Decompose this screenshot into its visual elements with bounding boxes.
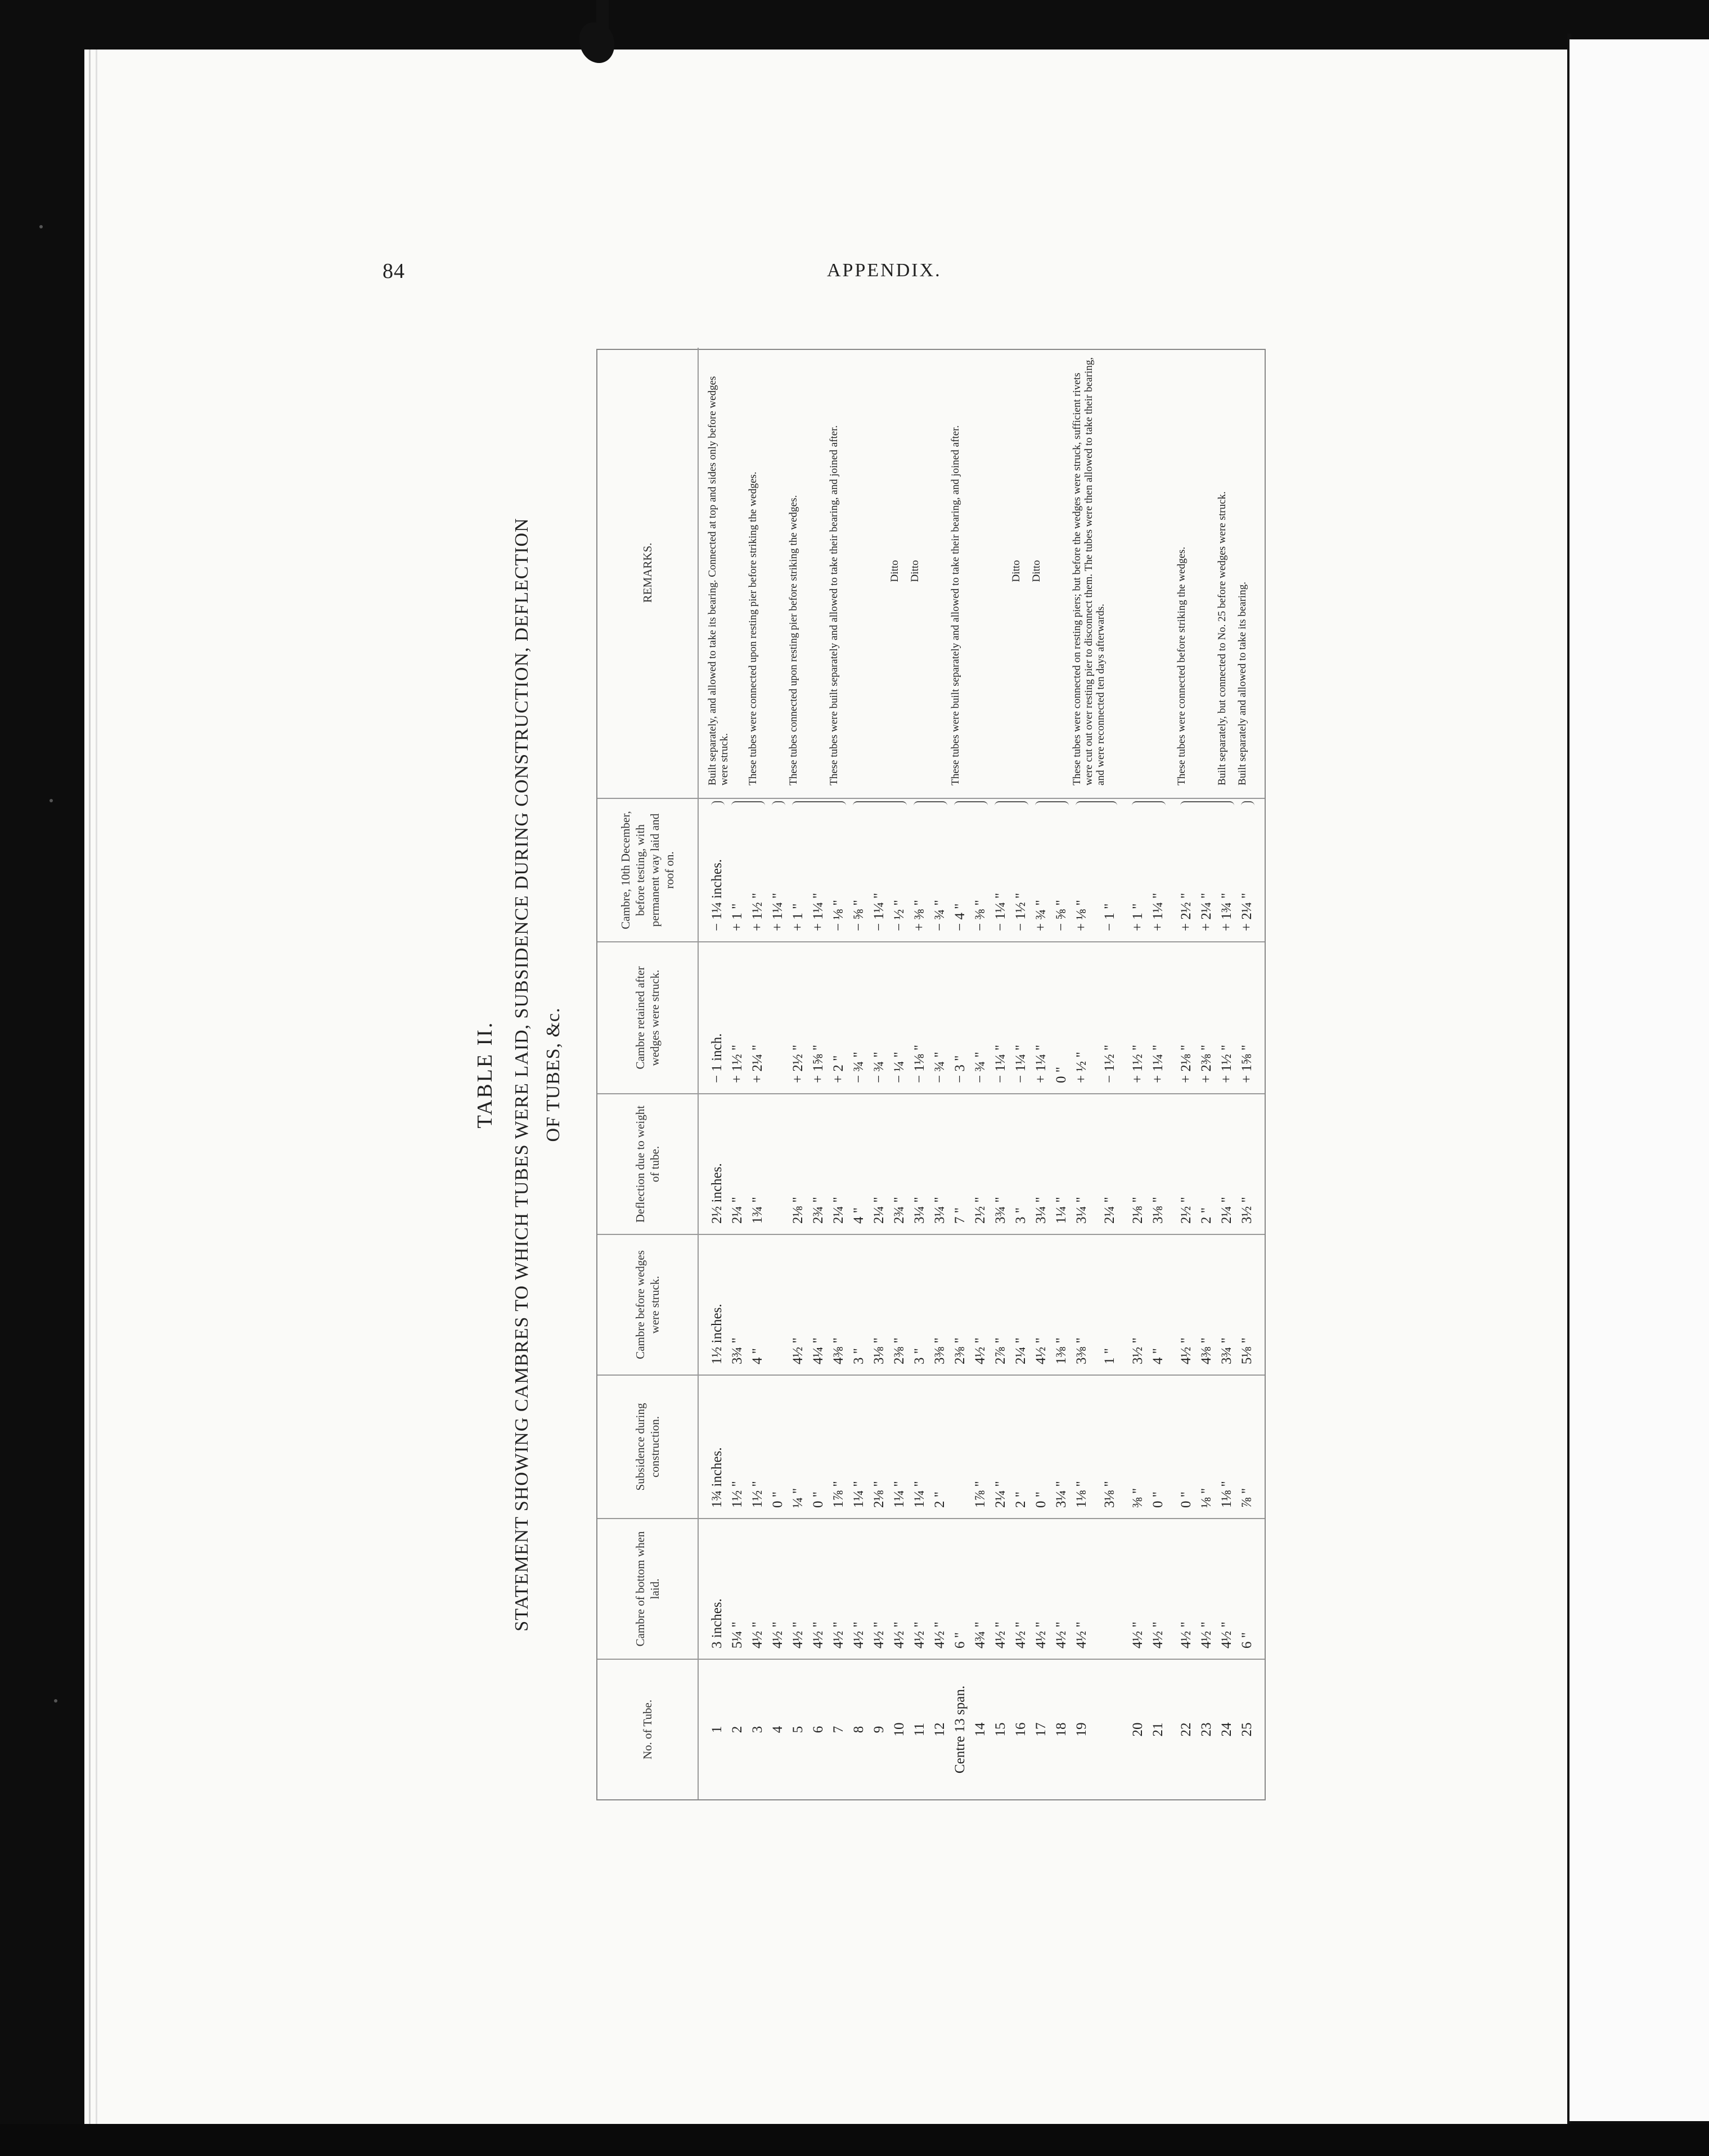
table-caption: TABLE II. xyxy=(473,1021,497,1129)
table-cell: 3 " xyxy=(912,1348,927,1364)
table-cell: 4½ " xyxy=(973,1337,988,1364)
table-cell: 2¼ " xyxy=(831,1197,846,1224)
column-body xyxy=(699,348,1265,798)
table-column xyxy=(597,1093,1265,1234)
table-cell: − 4 " xyxy=(952,903,968,931)
table-cell: + 1¼ " xyxy=(1033,1044,1049,1083)
table-cell: 22 xyxy=(1179,1722,1194,1737)
table-cell: 3¼ " xyxy=(1033,1197,1049,1224)
table-cell: 4 " xyxy=(750,1348,765,1364)
group-brace xyxy=(1241,801,1254,806)
table-cell: 15 xyxy=(993,1722,1008,1737)
remark-text: Ditto xyxy=(889,560,901,582)
table-cell: 3⅜ " xyxy=(932,1337,947,1364)
column-header: REMARKS. xyxy=(597,348,699,798)
table-cell: 12 xyxy=(932,1722,947,1737)
table-cell: 4½ " xyxy=(790,1337,806,1364)
table-cell: 3⅛ " xyxy=(1102,1481,1117,1508)
table-cell: − ¼ " xyxy=(892,1052,907,1083)
table-cell: + 1 " xyxy=(730,903,745,931)
group-brace xyxy=(1132,801,1166,806)
table-cell: 4½ " xyxy=(770,1622,785,1649)
scan-border xyxy=(0,2124,1709,2156)
table-cell: 8 xyxy=(851,1726,866,1733)
group-brace xyxy=(995,801,1028,806)
table-cell: − ⅝ " xyxy=(1054,900,1069,931)
remark-text: These tubes were connected on resting piers; but before the wedges were struck, sufficient rivets were cut out over resting pier to disconnect them. The tubes were then allowed to take their bearing, and were reconnected ten days afterwards. xyxy=(1071,357,1107,785)
table-cell: 4 " xyxy=(851,1207,866,1224)
table-cell: 4½ " xyxy=(1219,1622,1234,1649)
table-cell: 4½ " xyxy=(993,1622,1008,1649)
table-cell: 2¼ " xyxy=(730,1197,745,1224)
table-cell: 2 " xyxy=(932,1492,947,1508)
remark-text: Ditto xyxy=(1031,560,1042,582)
table-cell: 2¾ " xyxy=(892,1197,907,1224)
table-cell: − ¾ " xyxy=(851,1052,866,1083)
table-cell: 6 xyxy=(811,1726,826,1733)
table-cell: 2¼ " xyxy=(1102,1197,1117,1224)
table-cell: ¼ " xyxy=(790,1488,806,1508)
table-cell: 5⅛ " xyxy=(1239,1337,1254,1364)
table-cell: + 2⅛ " xyxy=(1179,1044,1194,1083)
table-cell: + 1¼ " xyxy=(770,892,785,931)
table-cell: + 1½ " xyxy=(1219,1044,1234,1083)
table-cell: 4½ " xyxy=(892,1622,907,1649)
table-column xyxy=(597,348,1265,798)
page-number: 84 xyxy=(383,259,405,283)
table-cell: 1 " xyxy=(1102,1348,1117,1364)
table-cell: 6 " xyxy=(952,1632,968,1649)
table-cell: 4½ " xyxy=(1033,1337,1049,1364)
table-cell: + 1¼ " xyxy=(1150,892,1166,931)
remark-text: These tubes were built separately and allowed to take their bearing, and joined after. xyxy=(828,425,840,785)
table-cell: 2⅞ " xyxy=(993,1337,1008,1364)
table-cell: 25 xyxy=(1239,1722,1254,1737)
column-body xyxy=(699,1094,1265,1234)
table-cell: 4 xyxy=(770,1726,785,1733)
rotated-table-block xyxy=(461,349,1271,1800)
table-cell: − 1 inch. xyxy=(709,1033,725,1083)
table-cell: 3¾ " xyxy=(1219,1337,1234,1364)
table-cell: 7 xyxy=(831,1726,846,1733)
table-cell: 0 " xyxy=(1033,1492,1049,1508)
table-cell: − ¾ " xyxy=(973,1052,988,1083)
table-cell: 2¼ " xyxy=(871,1197,887,1224)
table-cell: + 2 " xyxy=(831,1055,846,1083)
table-cell: 4½ " xyxy=(1199,1622,1214,1649)
table-cell: 4¼ " xyxy=(811,1337,826,1364)
table-cell: 3¾ " xyxy=(730,1337,745,1364)
table-cell: ⅛ " xyxy=(1199,1488,1214,1508)
remark-text: Built separately, but connected to No. 25 before wedges were struck. xyxy=(1216,491,1228,785)
table-cell: 1⅜ " xyxy=(1054,1337,1069,1364)
table-cell: + 2½ " xyxy=(790,1044,806,1083)
group-brace xyxy=(1076,801,1117,806)
group-brace xyxy=(914,801,947,806)
table-cell: 3⅛ " xyxy=(1150,1197,1166,1224)
table-cell: 1⅛ " xyxy=(1074,1481,1089,1508)
group-brace xyxy=(1035,801,1069,806)
table-cell: − ¾ " xyxy=(871,1052,887,1083)
table-cell: − 1¼ " xyxy=(993,1044,1008,1083)
table-cell: + ⅜ " xyxy=(912,900,927,931)
table-cell: 2¾ " xyxy=(811,1197,826,1224)
table-cell: 2⅛ " xyxy=(871,1481,887,1508)
table-cell: 2⅛ " xyxy=(1130,1197,1145,1224)
table-cell: 4¾ " xyxy=(973,1622,988,1649)
table-cell: − 1⅛ " xyxy=(912,1044,927,1083)
table-cell: 2⅜ " xyxy=(892,1337,907,1364)
table-cell: − ¾ " xyxy=(932,900,947,931)
table-cell: 2⅜ " xyxy=(952,1337,968,1364)
table-cell: 4⅜ " xyxy=(831,1337,846,1364)
table-cell: − ⅜ " xyxy=(973,900,988,931)
group-brace xyxy=(711,801,725,806)
column-body xyxy=(699,799,1265,941)
table-cell: 3 inches. xyxy=(709,1598,725,1649)
table-cell: 4½ " xyxy=(790,1622,806,1649)
table-cell: 4½ " xyxy=(831,1622,846,1649)
table-cell: 1½ inches. xyxy=(709,1304,725,1364)
table-cell: − 1¼ " xyxy=(993,892,1008,931)
remark-text: These tubes connected upon resting pier before striking the wedges. xyxy=(788,495,799,785)
speck xyxy=(50,799,53,802)
table-cell: 7 " xyxy=(952,1207,968,1224)
table-cell: 1¾ " xyxy=(750,1197,765,1224)
table-cell: 20 xyxy=(1130,1722,1145,1737)
table-cell: 2 xyxy=(730,1726,745,1733)
table-cell: 4½ " xyxy=(1179,1337,1194,1364)
column-header: Cambre before wedges were struck. xyxy=(597,1235,699,1375)
table-cell: 0 " xyxy=(811,1492,826,1508)
table-cell: 24 xyxy=(1219,1722,1234,1737)
table-cell: − 1½ " xyxy=(1102,1044,1117,1083)
table-cell: 2½ inches. xyxy=(709,1163,725,1224)
table-cell: − 1½ " xyxy=(1013,892,1028,931)
table-cell: Centre 13 span. xyxy=(952,1685,968,1774)
table-cell: 16 xyxy=(1013,1722,1028,1737)
column-header: Cambre retained after wedges were struck. xyxy=(597,942,699,1093)
table-cell: 1½ " xyxy=(750,1481,765,1508)
table-cell: 2⅛ " xyxy=(790,1197,806,1224)
table-cell: 4½ " xyxy=(1130,1622,1145,1649)
table-cell: + 2⅜ " xyxy=(1199,1044,1214,1083)
group-brace xyxy=(772,801,785,806)
table-cell: 4½ " xyxy=(1150,1622,1166,1649)
table-cell: 1¼ " xyxy=(912,1481,927,1508)
table-cell: + ⅛ " xyxy=(1074,900,1089,931)
table-cell: 6 " xyxy=(1239,1632,1254,1649)
table-cell: 10 xyxy=(892,1722,907,1737)
table-cell: 4½ " xyxy=(1074,1622,1089,1649)
table-cell: 4½ " xyxy=(811,1622,826,1649)
table-cell: + 1⅝ " xyxy=(1239,1044,1254,1083)
table-cell: + 1¾ " xyxy=(1219,892,1234,931)
table-cell: + 2¼ " xyxy=(1199,892,1214,931)
table-cell: 4½ " xyxy=(1179,1622,1194,1649)
table-cell: 1⅞ " xyxy=(831,1481,846,1508)
table-cell: − ⅛ " xyxy=(831,900,846,931)
table-cell: ⅜ " xyxy=(1130,1488,1145,1508)
table-cell: 4⅜ " xyxy=(1199,1337,1214,1364)
table-cell: + 1¼ " xyxy=(1150,1044,1166,1083)
table-cell: − 1¼ " xyxy=(871,892,887,931)
table-cell: 4½ " xyxy=(1013,1622,1028,1649)
table-cell: 2¼ " xyxy=(993,1481,1008,1508)
table-cell: 4½ " xyxy=(912,1622,927,1649)
table-cell: 4½ " xyxy=(750,1622,765,1649)
table-cell: 5¼ " xyxy=(730,1622,745,1649)
column-header: Cambre of bottom when laid. xyxy=(597,1519,699,1659)
column-body xyxy=(699,942,1265,1093)
page-edge-line xyxy=(89,50,91,2126)
table-cell: − ½ " xyxy=(892,900,907,931)
table-cell: + 1½ " xyxy=(1130,1044,1145,1083)
table-cell: 0 " xyxy=(1054,1067,1069,1083)
running-title: APPENDIX. xyxy=(827,260,942,281)
table-cell: 3½ " xyxy=(1130,1337,1145,1364)
table-cell: 1⅛ " xyxy=(1219,1481,1234,1508)
table-cell: ⅞ " xyxy=(1239,1488,1254,1508)
remark-text: Ditto xyxy=(909,560,921,582)
ink-mark xyxy=(596,0,609,29)
table-cell: + 1⅝ " xyxy=(811,1044,826,1083)
table-cell: + 1¼ " xyxy=(811,892,826,931)
column-body xyxy=(699,1376,1265,1518)
table-cell: 2 " xyxy=(1013,1492,1028,1508)
table-cell: 18 xyxy=(1054,1722,1069,1737)
table-heading-line: STATEMENT SHOWING CAMBRES TO WHICH TUBES WERE LAID, SUBSIDENCE DURING CONSTRUCTION, DEFLECTION xyxy=(511,518,532,1632)
column-body xyxy=(699,1660,1265,1799)
table-cell: 9 xyxy=(871,1726,887,1733)
table-column xyxy=(597,1659,1265,1799)
table-cell: + 2¼ " xyxy=(750,1044,765,1083)
table-cell: 1¾ inches. xyxy=(709,1447,725,1508)
table-cell: 19 xyxy=(1074,1722,1089,1737)
table-cell: 4½ " xyxy=(851,1622,866,1649)
table-cell: − 1¼ inches. xyxy=(709,859,725,931)
table-cell: + 1½ " xyxy=(730,1044,745,1083)
table-cell: − 1 " xyxy=(1102,903,1117,931)
remark-text: Built separately and allowed to take its bearing. xyxy=(1236,582,1248,785)
table-cell: 11 xyxy=(912,1722,927,1737)
table-cell: 3⅛ " xyxy=(871,1337,887,1364)
column-header: Subsidence during construction. xyxy=(597,1376,699,1518)
group-brace xyxy=(792,801,846,806)
table-cell: + 1 " xyxy=(1130,903,1145,931)
table-column xyxy=(597,798,1265,941)
table-cell: 1 xyxy=(709,1726,725,1733)
column-header: Deflection due to weight of tube. xyxy=(597,1094,699,1234)
table-cell: 4½ " xyxy=(1054,1622,1069,1649)
speck xyxy=(39,225,43,228)
table-cell: 1¼ " xyxy=(892,1481,907,1508)
table-cell: + 1 " xyxy=(790,903,806,931)
table-cell: 14 xyxy=(973,1722,988,1737)
table-cell: 5 xyxy=(790,1726,806,1733)
table-cell: 21 xyxy=(1150,1722,1166,1737)
remark-text: These tubes were built separately and allowed to take their bearing, and joined after. xyxy=(950,425,961,785)
remark-text: These tubes were connected before striking the wedges. xyxy=(1176,546,1188,785)
table-cell: 3⅜ " xyxy=(1074,1337,1089,1364)
table-cell: 0 " xyxy=(1150,1492,1166,1508)
table-cell: 2¼ " xyxy=(1013,1337,1028,1364)
table-cell: 2½ " xyxy=(973,1197,988,1224)
table-cell: 0 " xyxy=(770,1492,785,1508)
column-body xyxy=(699,1519,1265,1659)
table-heading-line: OF TUBES, &c. xyxy=(543,1007,564,1142)
right-page xyxy=(1569,39,1709,2121)
table-column xyxy=(597,1375,1265,1518)
table-cell: + ¾ " xyxy=(1033,900,1049,931)
table-cell: 3¼ " xyxy=(932,1197,947,1224)
table-cell: 2 " xyxy=(1199,1207,1214,1224)
table-cell: 1¼ " xyxy=(1054,1197,1069,1224)
table-cell: 4½ " xyxy=(932,1622,947,1649)
column-body xyxy=(699,1235,1265,1375)
table-cell: 0 " xyxy=(1179,1492,1194,1508)
table-cell: 3 xyxy=(750,1726,765,1733)
table-cell: 3¼ " xyxy=(912,1197,927,1224)
table-cell: 2½ " xyxy=(1179,1197,1194,1224)
table-cell: 2¼ " xyxy=(1219,1197,1234,1224)
page-edge-line xyxy=(96,50,97,2126)
column-header: Cambre, 10th December, before testing, with permanent way laid and roof on. xyxy=(597,799,699,941)
group-brace xyxy=(731,801,765,806)
table-cell: 3½ " xyxy=(1239,1197,1254,1224)
table-cell: + 1½ " xyxy=(750,892,765,931)
group-brace xyxy=(954,801,988,806)
table-column xyxy=(597,1518,1265,1659)
table-cell: − ⅝ " xyxy=(851,900,866,931)
table-cell: 17 xyxy=(1033,1722,1049,1737)
group-brace xyxy=(1180,801,1234,806)
table-cell: + 2½ " xyxy=(1179,892,1194,931)
table-cell: + ½ " xyxy=(1074,1052,1089,1083)
data-table xyxy=(596,349,1266,1800)
table-cell: 3¼ " xyxy=(1054,1481,1069,1508)
table-cell: 1¼ " xyxy=(851,1481,866,1508)
table-cell: 23 xyxy=(1199,1722,1214,1737)
table-column xyxy=(597,941,1265,1093)
table-cell: 4½ " xyxy=(1033,1622,1049,1649)
table-cell: 3 " xyxy=(851,1348,866,1364)
table-cell: − ¾ " xyxy=(932,1052,947,1083)
table-heading xyxy=(506,349,569,1800)
remark-text: Built separately, and allowed to take its bearing. Connected at top and sides only before wedges were struck. xyxy=(707,376,730,785)
speck xyxy=(54,1699,57,1703)
table-cell: 1⅞ " xyxy=(973,1481,988,1508)
table-cell: 1½ " xyxy=(730,1481,745,1508)
group-brace xyxy=(853,801,907,806)
remark-text: These tubes were connected upon resting pier before striking the wedges. xyxy=(747,471,759,785)
column-header: No. of Tube. xyxy=(597,1660,699,1799)
table-column xyxy=(597,1234,1265,1375)
table-cell: 3 " xyxy=(1013,1207,1028,1224)
table-cell: 4 " xyxy=(1150,1348,1166,1364)
table-cell: − 1¼ " xyxy=(1013,1044,1028,1083)
table-cell: 3¾ " xyxy=(993,1197,1008,1224)
table-cell: + 2¼ " xyxy=(1239,892,1254,931)
remark-text: Ditto xyxy=(1010,560,1022,582)
table-cell: 3¼ " xyxy=(1074,1197,1089,1224)
table-cell: − 3 " xyxy=(952,1055,968,1083)
table-cell: 4½ " xyxy=(871,1622,887,1649)
